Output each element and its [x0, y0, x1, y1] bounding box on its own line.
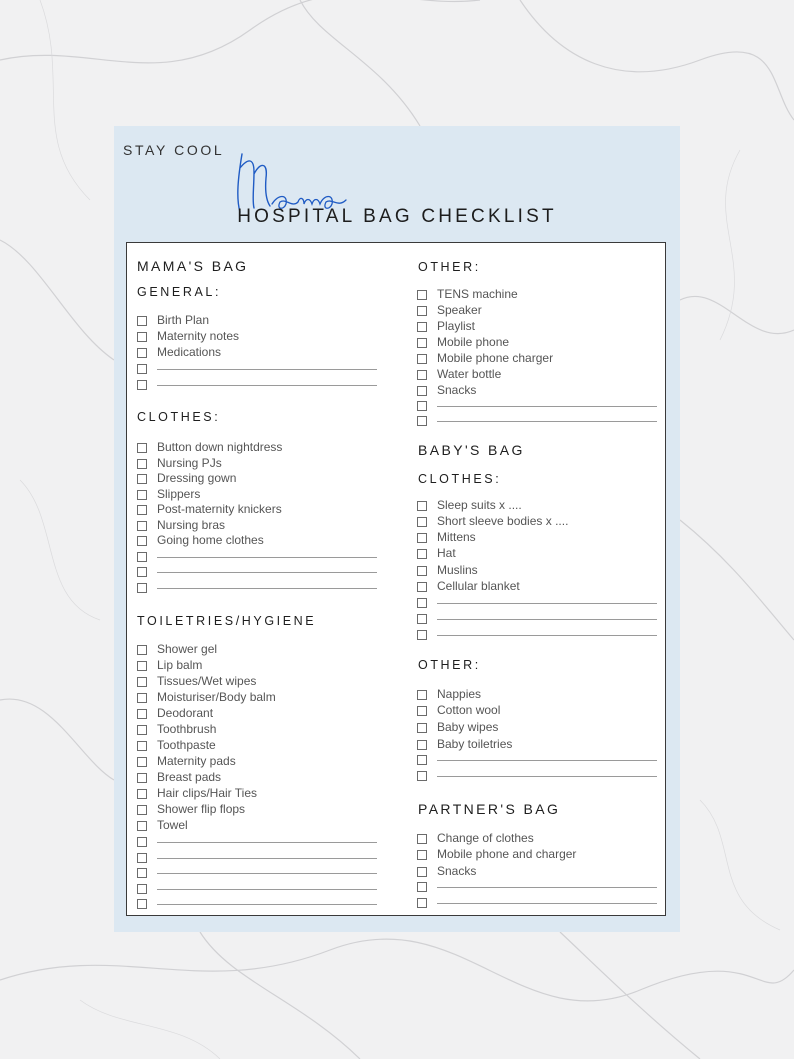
baby-other-heading: OTHER: [418, 658, 481, 672]
checkbox[interactable] [417, 755, 427, 765]
checkbox[interactable] [417, 850, 427, 860]
checklist-sheet [114, 126, 680, 932]
write-in-line[interactable] [157, 588, 377, 589]
checkbox[interactable] [137, 899, 147, 909]
checkbox[interactable] [137, 490, 147, 500]
write-in-line[interactable] [157, 842, 377, 843]
checkbox[interactable] [137, 773, 147, 783]
checkbox[interactable] [417, 533, 427, 543]
checkbox[interactable] [417, 322, 427, 332]
checkbox[interactable] [417, 882, 427, 892]
write-in-line[interactable] [437, 421, 657, 422]
checkbox[interactable] [137, 567, 147, 577]
checkbox[interactable] [417, 867, 427, 877]
write-in-line[interactable] [157, 889, 377, 890]
mama-other-heading: OTHER: [418, 260, 481, 274]
checkbox[interactable] [137, 364, 147, 374]
checkbox[interactable] [417, 354, 427, 364]
checkbox[interactable] [137, 757, 147, 767]
checkbox[interactable] [137, 677, 147, 687]
checkbox[interactable] [417, 630, 427, 640]
mamas-bag-heading: MAMA'S BAG [137, 258, 249, 274]
checkbox[interactable] [137, 868, 147, 878]
checkbox[interactable] [137, 661, 147, 671]
write-in-line[interactable] [157, 572, 377, 573]
write-in-line[interactable] [437, 887, 657, 888]
checkbox[interactable] [417, 401, 427, 411]
write-in-line[interactable] [437, 619, 657, 620]
write-in-line[interactable] [157, 904, 377, 905]
checkbox[interactable] [417, 614, 427, 624]
write-in-line[interactable] [157, 858, 377, 859]
checkbox[interactable] [137, 316, 147, 326]
checkbox[interactable] [137, 380, 147, 390]
checkbox[interactable] [417, 566, 427, 576]
write-in-line[interactable] [437, 635, 657, 636]
checkbox[interactable] [417, 706, 427, 716]
checkbox[interactable] [417, 306, 427, 316]
checkbox[interactable] [137, 837, 147, 847]
checklist-card: MAMA'S BAG GENERAL: Birth Plan Maternity notes Medications CLOTHES: Button down nightdress Nursing PJs Dressing gown Slippers Post-maternity knickers Nursing bras Going home clothes TOILETRIES/HYGIENE Shower gel Lip balm Tissues/Wet wipes Moisturiser/Body balm Deodorant Toothbrush Toothpaste Maternity pads Breast pads Hair clips/Hair Ties Shower flip flops Towel OTHER: TENS machine Speaker Playlist Mobile phone Mobile phone charger Water bottle Snacks BABY'S BAG CLOTHES: Sleep suits x .... Short sleeve bodies x .... Mittens Hat Muslins Cellular blanket OTHER: Nappies Cotton wool Baby wipes Baby toiletries PARTNER'S BAG Change of clothes Mobile phone and charger Snacks [126, 242, 666, 916]
checkbox[interactable] [417, 290, 427, 300]
checkbox[interactable] [137, 853, 147, 863]
general-heading: GENERAL: [137, 285, 222, 299]
checkbox[interactable] [137, 821, 147, 831]
checkbox[interactable] [417, 898, 427, 908]
page-title: HOSPITAL BAG CHECKLIST [237, 206, 557, 227]
write-in-line[interactable] [437, 603, 657, 604]
write-in-line[interactable] [157, 873, 377, 874]
checkbox[interactable] [137, 709, 147, 719]
checkbox[interactable] [137, 552, 147, 562]
checkbox[interactable] [137, 348, 147, 358]
checkbox[interactable] [137, 505, 147, 515]
clothes-heading: CLOTHES: [137, 410, 221, 424]
checkbox[interactable] [417, 386, 427, 396]
write-in-line[interactable] [437, 903, 657, 904]
partners-bag-heading: PARTNER'S BAG [418, 801, 561, 817]
checkbox[interactable] [137, 474, 147, 484]
checkbox[interactable] [417, 549, 427, 559]
checkbox[interactable] [137, 693, 147, 703]
checkbox[interactable] [137, 332, 147, 342]
checkbox[interactable] [137, 789, 147, 799]
checkbox[interactable] [137, 884, 147, 894]
checkbox[interactable] [137, 536, 147, 546]
checkbox[interactable] [137, 725, 147, 735]
checkbox[interactable] [417, 690, 427, 700]
checkbox[interactable] [137, 521, 147, 531]
checkbox[interactable] [417, 834, 427, 844]
write-in-line[interactable] [157, 385, 377, 386]
write-in-line[interactable] [157, 369, 377, 370]
checkbox[interactable] [137, 443, 147, 453]
checkbox[interactable] [137, 583, 147, 593]
checkbox[interactable] [417, 771, 427, 781]
checkbox[interactable] [417, 598, 427, 608]
toiletries-heading: TOILETRIES/HYGIENE [137, 614, 317, 628]
checkbox[interactable] [417, 740, 427, 750]
write-in-line[interactable] [437, 406, 657, 407]
checkbox[interactable] [137, 741, 147, 751]
checkbox[interactable] [417, 501, 427, 511]
checkbox[interactable] [417, 338, 427, 348]
checkbox[interactable] [137, 645, 147, 655]
baby-clothes-heading: CLOTHES: [418, 472, 502, 486]
checkbox[interactable] [137, 805, 147, 815]
checkbox[interactable] [417, 517, 427, 527]
tagline: STAY COOL [123, 142, 225, 158]
babys-bag-heading: BABY'S BAG [418, 442, 525, 458]
checkbox[interactable] [417, 582, 427, 592]
write-in-line[interactable] [437, 776, 657, 777]
checkbox[interactable] [137, 459, 147, 469]
write-in-line[interactable] [157, 557, 377, 558]
write-in-line[interactable] [437, 760, 657, 761]
checkbox[interactable] [417, 370, 427, 380]
checkbox[interactable] [417, 723, 427, 733]
checkbox[interactable] [417, 416, 427, 426]
